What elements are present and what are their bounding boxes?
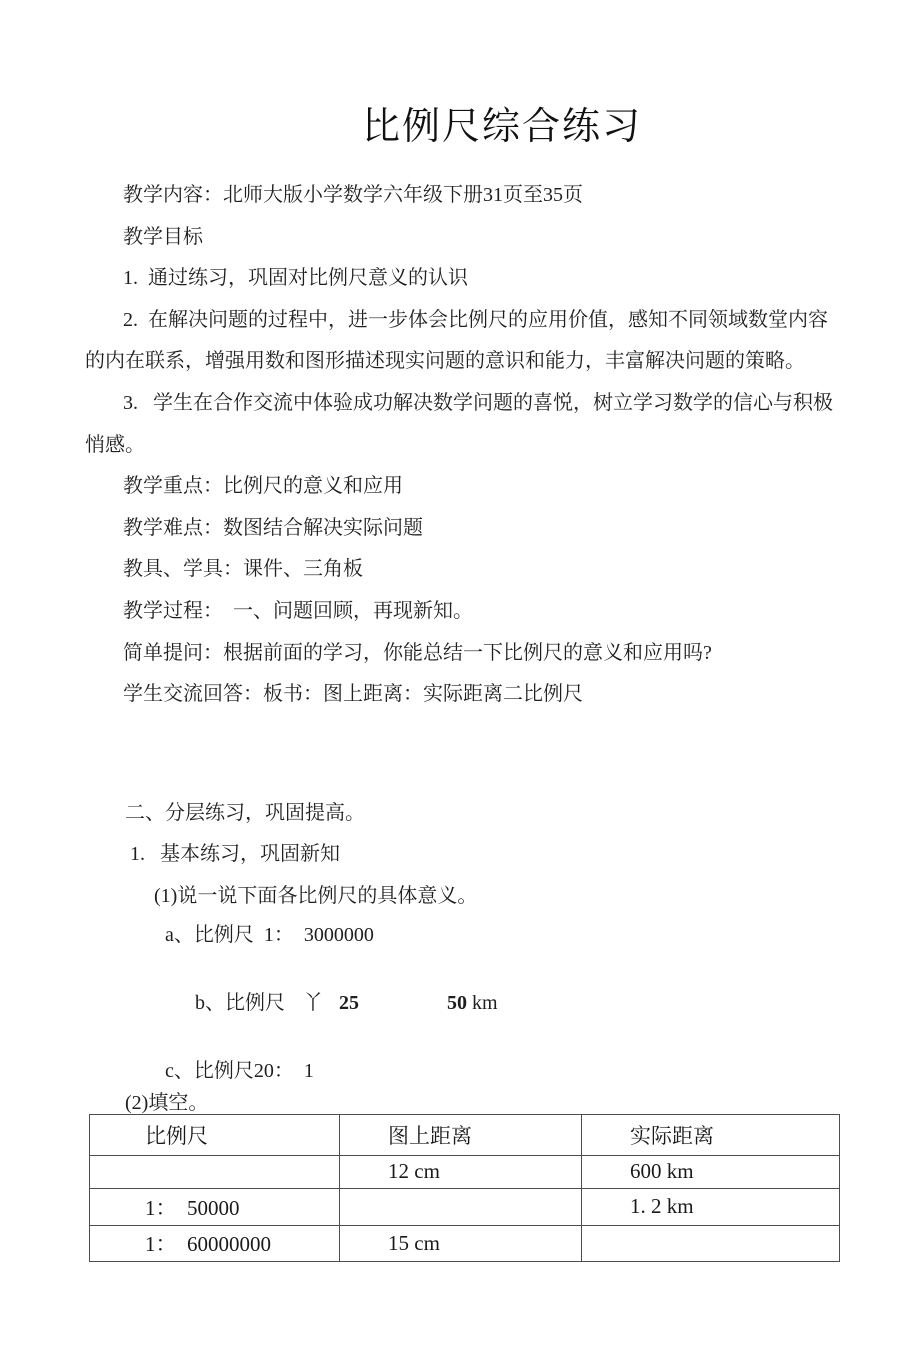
- header-actual-distance: 实际距离: [582, 1114, 840, 1155]
- table-row: [90, 1155, 840, 1188]
- cell-actual-distance: 1. 2 km: [582, 1188, 840, 1225]
- header-map-distance: 图上距离: [340, 1114, 582, 1155]
- line-simple-question: 简单提问：根据前面的学习，你能总结一下比例尺的意义和应用吗?: [123, 641, 712, 664]
- cell-map-distance: [340, 1188, 582, 1225]
- scale-c: c、比例尺20： 1: [165, 1059, 314, 1082]
- cell-scale: [90, 1155, 340, 1188]
- exercise-2-prompt: (2)填空。: [125, 1091, 209, 1114]
- fill-blank-table: [89, 1114, 840, 1262]
- line-key-point: 教学重点：比例尺的意义和应用: [123, 475, 403, 498]
- table-row: [90, 1225, 840, 1261]
- table-header-row: [90, 1114, 840, 1155]
- line-teaching-aids: 教具、学具：课件、三角板: [123, 558, 363, 581]
- table-row: [90, 1188, 840, 1225]
- cell-actual-distance: 600 km: [582, 1155, 840, 1188]
- scale-b-unit: km: [467, 991, 498, 1014]
- document-body: [0, 175, 920, 1262]
- line-student-answer: 学生交流回答：板书：图上距离：实际距离二比例尺: [123, 683, 583, 706]
- page-title: 比例尺综合练习: [361, 106, 642, 148]
- header-scale: 比例尺: [90, 1114, 340, 1155]
- line-teaching-goals: 教学目标: [123, 225, 203, 248]
- goal-2: 2. 在解决问题的过程中，进一步体会比例尺的应用价值，感知不同领域数堂内容的内在联系，增强用数和图形描述现实问题的意识和能力，丰富解决问题的策略。: [85, 308, 828, 373]
- goal-1: 1. 通过练习，巩固对比例尺意义的认识: [123, 267, 468, 290]
- scale-b-label: b、比例尺: [195, 991, 285, 1014]
- line-difficult-point: 教学难点：数图结合解决实际问题: [123, 516, 423, 539]
- cell-scale: 1： 50000: [90, 1188, 340, 1225]
- cell-actual-distance: [582, 1225, 840, 1261]
- scale-b-value-2: 50: [447, 991, 467, 1014]
- cell-map-distance: 15 cm: [340, 1225, 582, 1261]
- scale-a: a、比例尺 1： 3000000: [165, 923, 374, 946]
- scale-bar-symbol: 丫: [303, 991, 323, 1014]
- scale-b-value-1: 25: [339, 991, 359, 1014]
- cell-map-distance: 12 cm: [340, 1155, 582, 1188]
- line-teaching-process: 教学过程： 一、问题回顾，再现新知。: [123, 599, 473, 622]
- line-teaching-content: 教学内容：北师大版小学数学六年级下册31页至35页: [123, 184, 583, 206]
- item-basic-practice: 1. 基本练习，巩固新知: [130, 843, 340, 866]
- cell-scale: 1： 60000000: [90, 1225, 340, 1261]
- section-2-heading: 二、分层练习，巩固提高。: [125, 801, 365, 824]
- exercise-1-prompt: (1)说一说下面各比例尺的具体意义。: [154, 884, 478, 907]
- scale-b: [85, 952, 842, 1054]
- goal-3: 3. 学生在合作交流中体验成功解决数学问题的喜悦，树立学习数学的信心与积极悄感。: [85, 391, 833, 456]
